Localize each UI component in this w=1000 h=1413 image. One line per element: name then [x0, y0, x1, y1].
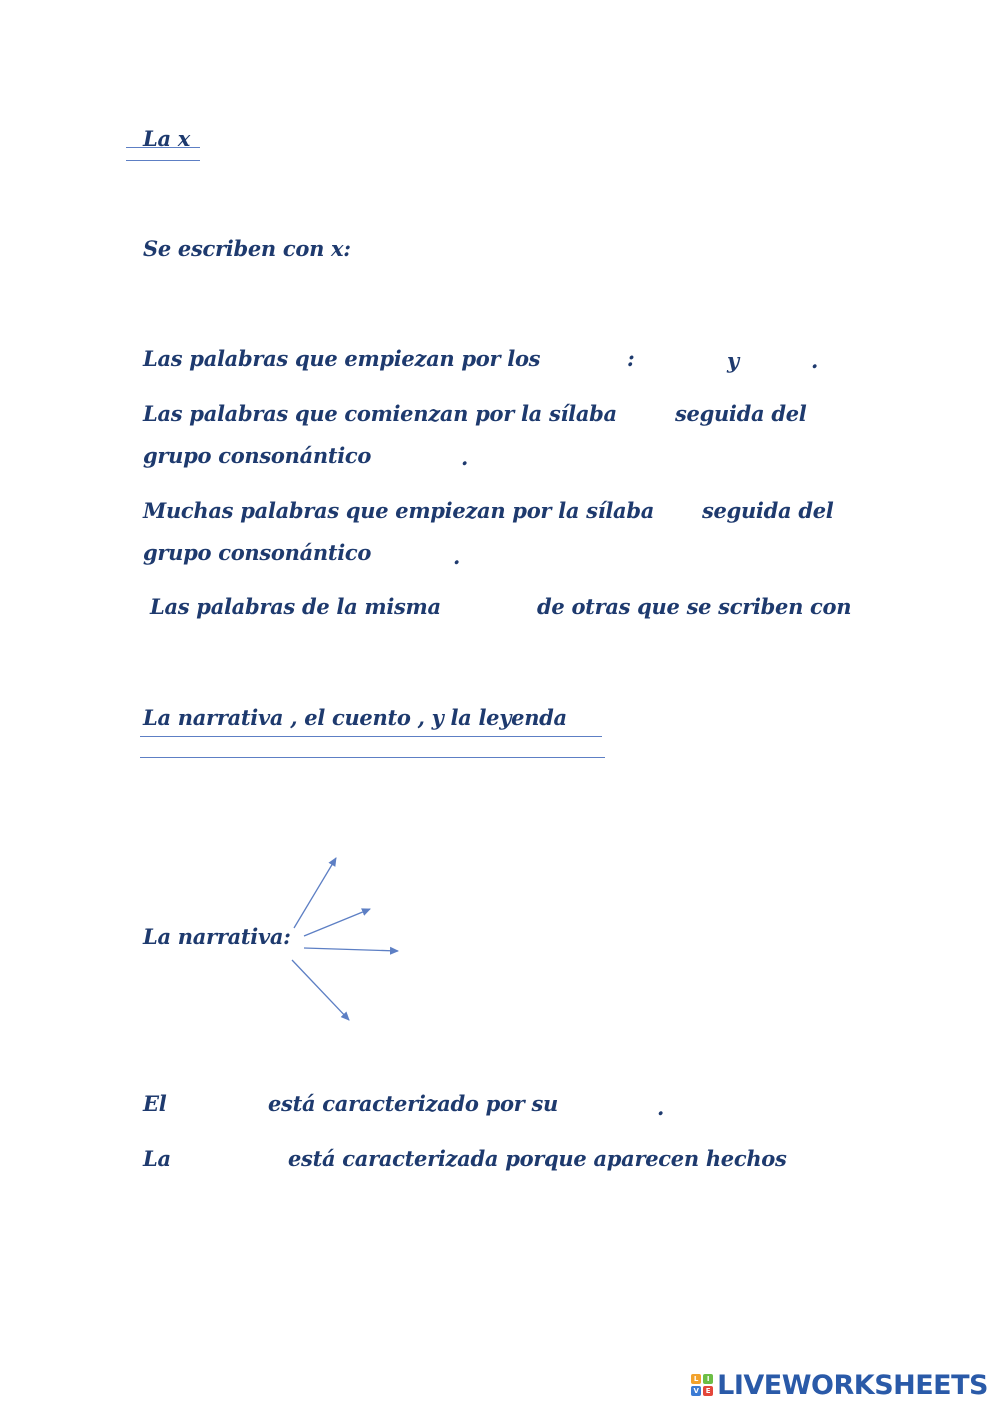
rule3-line2: grupo consonántico — [143, 540, 372, 565]
logo-badge-v: V — [691, 1386, 701, 1396]
logo-badge-icon — [691, 1374, 713, 1396]
rule3-text-2: seguida del — [702, 498, 834, 523]
logo-badge-i: I — [703, 1374, 713, 1384]
logo-badge-l: L — [691, 1374, 701, 1384]
arrow-3 — [304, 948, 398, 951]
arrow-2 — [304, 909, 370, 936]
rule2-end: . — [461, 445, 469, 470]
rule2-line2: grupo consonántico — [143, 443, 372, 468]
cuento-blank-1[interactable] — [170, 1089, 265, 1115]
cuento-text: El — [143, 1091, 167, 1116]
leyenda-blank-1[interactable] — [178, 1144, 283, 1170]
section-title-la-x: La x — [143, 126, 191, 151]
rule1-and: y — [727, 348, 739, 373]
leyenda-text-2: está caracterizada porque aparecen hechos — [288, 1146, 787, 1171]
cuento-text-2: está caracterizado por su — [268, 1091, 558, 1116]
arrow-1 — [294, 858, 336, 928]
arrow-4 — [292, 960, 349, 1020]
rule2-text: Las palabras que comienzan por la sílaba — [143, 401, 617, 426]
narrativa-label: La narrativa: — [143, 924, 291, 949]
rule1-colon: : — [627, 346, 635, 371]
rule3-end: . — [453, 544, 461, 569]
cuento-end: . — [657, 1095, 665, 1120]
rule4-text: Las palabras de la misma — [150, 594, 441, 619]
section-title-narrativa: La narrativa , el cuento , y la leyenda — [143, 705, 567, 730]
leyenda-text: La — [143, 1146, 171, 1171]
logo-badge-e: E — [703, 1386, 713, 1396]
cuento-blank-2[interactable] — [550, 1089, 655, 1115]
rule3-text: Muchas palabras que empiezan por la sílaba — [143, 498, 655, 523]
rule1-text: Las palabras que empiezan por los — [143, 346, 541, 371]
rule1-end: . — [811, 348, 819, 373]
logo-text: LIVEWORKSHEETS — [717, 1369, 988, 1401]
rule2-text-2: seguida del — [675, 401, 807, 426]
rule4-text-2: de otras que se scriben con — [537, 594, 852, 619]
intro-text: Se escriben con x: — [143, 236, 351, 261]
liveworksheets-logo — [691, 1365, 988, 1405]
